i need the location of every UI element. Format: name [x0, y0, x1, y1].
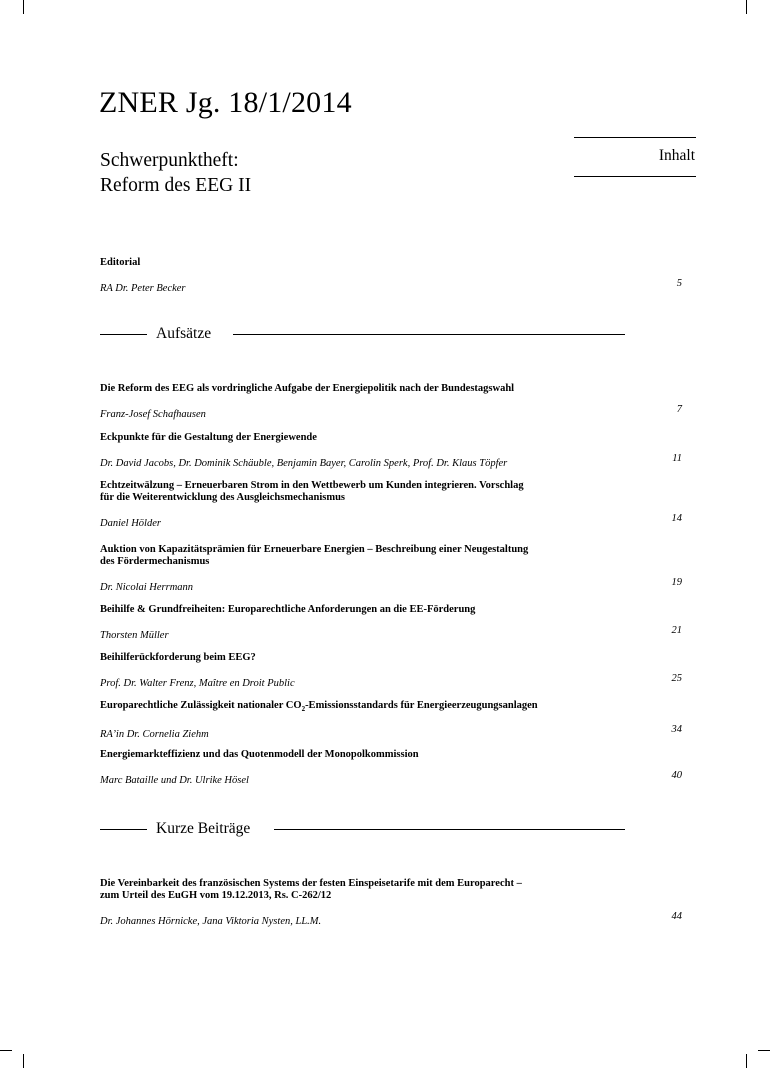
entry-author: Dr. David Jacobs, Dr. Dominik Schäuble, Benjamin Bayer, Carolin Sperk, Prof. Dr. Klaus Töpfer: [100, 458, 508, 469]
entry-page: 5: [676, 278, 682, 289]
entry-title-line-1: Auktion von Kapazitätsprämien für Erneuerbare Energien – Beschreibung einer Neugestaltung: [100, 544, 529, 555]
section-rule-left: [100, 334, 147, 335]
section-label: Kurze Beiträge: [156, 820, 251, 837]
entry-page: 7: [676, 404, 682, 415]
entry-title: Beihilferückforderung beim EEG?: [100, 652, 256, 663]
crop-mark-bottom-right-h: [758, 1050, 770, 1051]
entry-page: 40: [671, 770, 682, 781]
section-rule-left: [100, 829, 147, 830]
toc-entry-editorial[interactable]: [100, 257, 682, 294]
entry-author: Dr. Nicolai Herrmann: [100, 582, 194, 593]
entry-author: Thorsten Müller: [100, 630, 169, 641]
toc-entry[interactable]: [100, 700, 682, 741]
crop-mark-bottom-right-v: [746, 1054, 747, 1068]
toc-entry[interactable]: [100, 878, 682, 927]
entry-title: [100, 700, 682, 715]
entry-author: Prof. Dr. Walter Frenz, Maître en Droit Public: [100, 678, 295, 689]
crop-mark-top-right-v: [746, 0, 747, 14]
toc-entry[interactable]: [100, 652, 682, 689]
toc-entry[interactable]: [100, 604, 682, 641]
subtitle-line-1: Schwerpunktheft:: [100, 150, 239, 171]
entry-title: Die Reform des EEG als vordringliche Aufgabe der Energiepolitik nach der Bundestagswahl: [100, 383, 515, 394]
entry-author: RA Dr. Peter Becker: [100, 283, 186, 294]
toc-entry[interactable]: [100, 432, 682, 469]
entry-author: Marc Bataille und Dr. Ulrike Hösel: [100, 775, 249, 786]
issue-subtitle: [100, 148, 251, 198]
entry-title: Energiemarkteffizienz und das Quotenmodell der Monopolkommission: [100, 749, 419, 760]
crop-mark-top-left-v: [23, 0, 24, 14]
entry-page: 14: [671, 513, 682, 524]
crop-mark-bottom-left-v: [23, 1054, 24, 1068]
entry-title: Beihilfe & Grundfreiheiten: Europarechtliche Anforderungen an die EE-Förderung: [100, 604, 476, 615]
entry-title: Editorial: [100, 257, 141, 268]
journal-title: ZNER Jg. 18/1/2014: [99, 86, 352, 119]
entry-page: 34: [671, 724, 682, 736]
entry-page: 25: [671, 673, 682, 684]
toc-entry[interactable]: [100, 383, 682, 420]
section-label: Aufsätze: [156, 325, 212, 342]
contents-label: Inhalt: [658, 147, 695, 164]
section-heading-kurze-beitraege: [100, 819, 625, 839]
entry-page: 11: [672, 453, 682, 464]
entry-page: 44: [671, 911, 682, 922]
entry-title-line-2: des Fördermechanismus: [100, 556, 210, 567]
section-rule-right: [233, 334, 625, 335]
entry-title-part-2: -Emissionsstandards für Energieerzeugungsanlagen: [305, 700, 538, 711]
entry-title: Eckpunkte für die Gestaltung der Energiewende: [100, 432, 317, 443]
entry-author: Franz-Josef Schafhausen: [100, 409, 206, 420]
toc-entry[interactable]: [100, 749, 682, 786]
entry-title-line-1: Die Vereinbarkeit des französischen Systems der festen Einspeisetarife mit dem Europarecht –: [100, 878, 522, 889]
entry-page: 21: [671, 625, 682, 636]
entry-title-part-1: Europarechtliche Zulässigkeit nationaler CO: [100, 700, 302, 711]
contents-rule-bottom: [574, 176, 696, 177]
entry-author: Dr. Johannes Hörnicke, Jana Viktoria Nysten, LL.M.: [100, 916, 322, 927]
entry-title-subscript: 2: [301, 705, 306, 714]
toc-entry[interactable]: [100, 480, 682, 529]
toc-entry[interactable]: [100, 544, 682, 593]
entry-page: 19: [671, 577, 682, 588]
contents-rule-top: [574, 137, 696, 138]
entry-author: RA’in Dr. Cornelia Ziehm: [100, 729, 209, 741]
subtitle-line-2: Reform des EEG II: [100, 175, 252, 196]
crop-mark-bottom-left-h: [0, 1050, 12, 1051]
section-heading-aufsaetze: [100, 324, 625, 344]
entry-title-line-1: Echtzeitwälzung – Erneuerbaren Strom in den Wettbewerb um Kunden integrieren. Vorschlag: [100, 480, 524, 491]
section-rule-right: [274, 829, 625, 830]
entry-title-line-2: für die Weiterentwicklung des Ausgleichsmechanismus: [100, 492, 346, 503]
entry-title-line-2: zum Urteil des EuGH vom 19.12.2013, Rs. C-262/12: [100, 890, 332, 901]
entry-author: Daniel Hölder: [100, 518, 161, 529]
